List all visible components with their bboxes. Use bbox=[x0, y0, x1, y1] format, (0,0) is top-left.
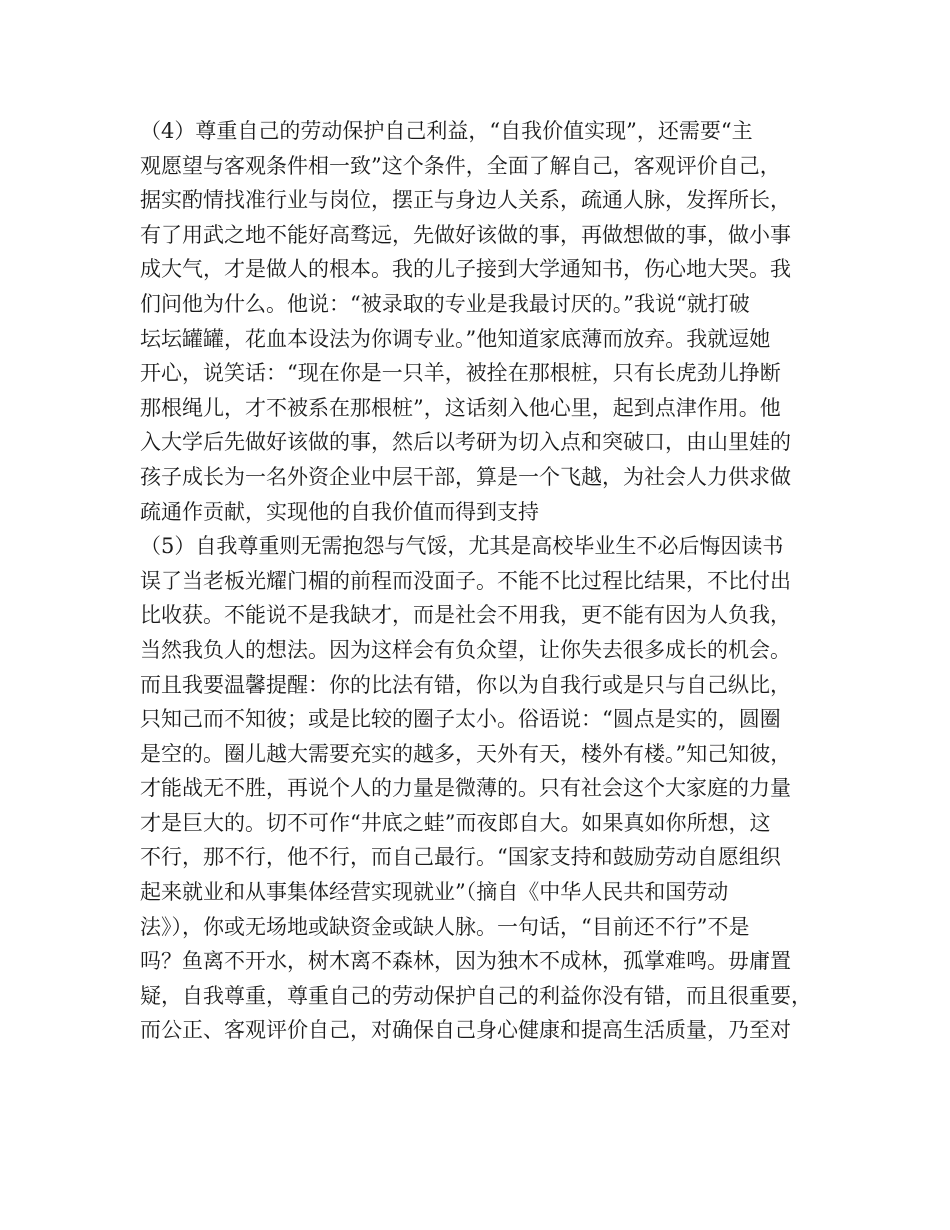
text-line: 有了用武之地不能好高骛远，先做好该做的事，再做想做的事，做小事 bbox=[140, 222, 791, 247]
text-line: 那根绳儿，才不被系在那根桩”，这话刻入他心里，起到点津作用。他 bbox=[140, 395, 781, 420]
text-line: 入大学后先做好该做的事，然后以考研为切入点和突破口，由山里娃的 bbox=[140, 430, 791, 455]
text-line: 法》），你或无场地或缺资金或缺人脉。一句话，“目前还不行”不是 bbox=[140, 914, 750, 939]
text-line: 们问他为什么。他说：“被录取的专业是我最讨厌的。”我说“就打破 bbox=[140, 291, 750, 316]
text-line: 开心，说笑话：“现在你是一只羊，被拴在那根桩，只有长虎劲儿挣断 bbox=[140, 361, 781, 386]
text-line: 不行，那不行，他不行，而自己最行。“国家支持和鼓励劳动自愿组织 bbox=[140, 845, 781, 870]
text-line: 疑，自我尊重，尊重自己的劳动保护自己的利益你没有错，而且很重要， bbox=[140, 983, 812, 1008]
text-line: 孩子成长为一名外资企业中层干部，算是一个飞越，为社会人力供求做 bbox=[140, 464, 791, 489]
text-line: 成大气，才是做人的根本。我的儿子接到大学通知书，伤心地大哭。我 bbox=[140, 257, 791, 282]
text-line: （4）尊重自己的劳动保护自己利益，“自我价值实现”，还需要“主 bbox=[140, 119, 753, 143]
body-text bbox=[140, 114, 840, 1048]
text-line: 才能战无不胜，再说个人的力量是微薄的。只有社会这个大家庭的力量 bbox=[140, 776, 791, 801]
text-line: 比收获。不能说不是我缺才，而是社会不用我，更不能有因为人负我， bbox=[140, 603, 791, 628]
text-line: 起来就业和从事集体经营实现就业”（摘自《中华人民共和国劳动 bbox=[140, 880, 729, 905]
text-line: 而且我要温馨提醒：你的比法有错，你以为自我行或是只与自己纵比， bbox=[140, 672, 791, 697]
text-line: 误了当老板光耀门楣的前程而没面子。不能不比过程比结果，不比付出 bbox=[140, 568, 791, 593]
text-line: 是空的。圈儿越大需要充实的越多，天外有天，楼外有楼。”知己知彼， bbox=[140, 741, 792, 766]
text-line: 只知己而不知彼；或是比较的圈子太小。俗语说：“圆点是实的，圆圈 bbox=[140, 707, 781, 732]
text-line: 吗？鱼离不开水，树木离不森林，因为独木不成林，孤掌难鸣。毋庸置 bbox=[140, 949, 791, 974]
text-line: （5）自我尊重则无需抱怨与气馁，尤其是高校毕业生不必后悔因读书 bbox=[140, 534, 784, 559]
text-line: 才是巨大的。切不可作“井底之蛙”而夜郎自大。如果真如你所想，这 bbox=[140, 810, 771, 835]
text-line: 观愿望与客观条件相一致”这个条件，全面了解自己，客观评价自己， bbox=[140, 153, 781, 178]
text-line: 而公正、客观评价自己，对确保自己身心健康和提高生活质量，乃至对 bbox=[140, 1018, 791, 1043]
text-line: 疏通作贡献，实现他的自我价值而得到支持 bbox=[140, 499, 539, 524]
text-line: 据实酌情找准行业与岗位，摆正与身边人关系，疏通人脉，发挥所长， bbox=[140, 188, 791, 213]
text-line: 当然我负人的想法。因为这样会有负众望，让你失去很多成长的机会。 bbox=[140, 637, 791, 662]
text-line: 坛坛罐罐，花血本设法为你调专业。”他知道家底薄而放弃。我就逗她 bbox=[140, 326, 771, 351]
